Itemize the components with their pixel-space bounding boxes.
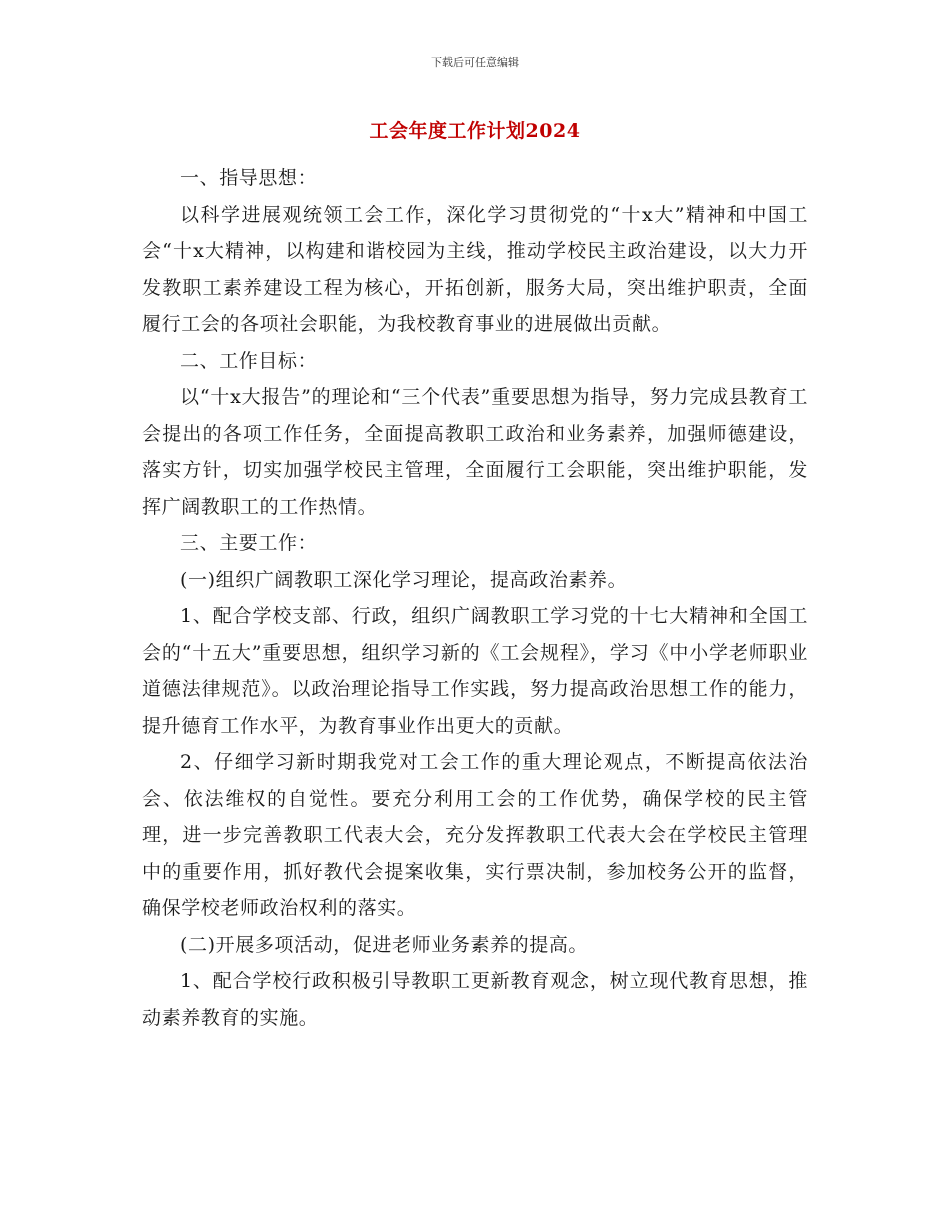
paragraph: 1、配合学校支部、行政，组织广阔教职工学习党的十七大精神和全国工会的“十五大”重要思想，组织学习新的《工会规程》，学习《中小学老师职业道德法律规范》。以政治理论指导工作实践，努力提高政治思想工作的能力，提升德育工作水平，为教育事业作出更大的贡献。 [142, 605, 808, 737]
header-note: 下载后可任意编辑 [431, 56, 519, 69]
section-heading-main-work: 三、主要工作： [180, 532, 318, 554]
paragraph: 2、仔细学习新时期我党对工会工作的重大理论观点，不断提高依法治会、依法维权的自觉性。要充分利用工会的工作优势，确保学校的民主管理，进一步完善教职工代表大会，充分发挥教职工代表大会在学校民主管理中的重要作用，抓好教代会提案收集，实行票决制，参加校务公开的监督，确保学校老师政治权利的落实。 [142, 751, 808, 919]
section-heading-work-goals: 二、工作目标： [180, 349, 318, 372]
paragraph: 1、配合学校行政积极引导教职工更新教育观念，树立现代教育思想，推动素养教育的实施。 [142, 970, 808, 1029]
subsection-heading: (一)组织广阔教职工深化学习理论，提高政治素养。 [180, 568, 628, 591]
document-body [142, 160, 808, 1036]
paragraph: 以“十x大报告”的理论和“三个代表”重要思想为指导，努力完成县教育工会提出的各项工作任务，全面提高教职工政治和业务素养，加强师德建设，落实方针，切实加强学校民主管理，全面履行工会职能，突出维护职能，发挥广阔教职工的工作热情。 [142, 386, 808, 518]
paragraph: 以科学进展观统领工会工作，深化学习贯彻党的“十x大”精神和中国工会“十x大精神，以构建和谐校园为主线，推动学校民主政治建设，以大力开发教职工素养建设工程为核心，开拓创新，服务大局，突出维护职责，全面履行工会的各项社会职能，为我校教育事业的进展做出贡献。 [142, 203, 808, 335]
subsection-heading: (二)开展多项活动，促进老师业务素养的提高。 [180, 933, 589, 956]
document-title: 工会年度工作计划2024 [369, 120, 581, 142]
section-heading-guiding-ideology: 一、指导思想： [180, 167, 318, 189]
